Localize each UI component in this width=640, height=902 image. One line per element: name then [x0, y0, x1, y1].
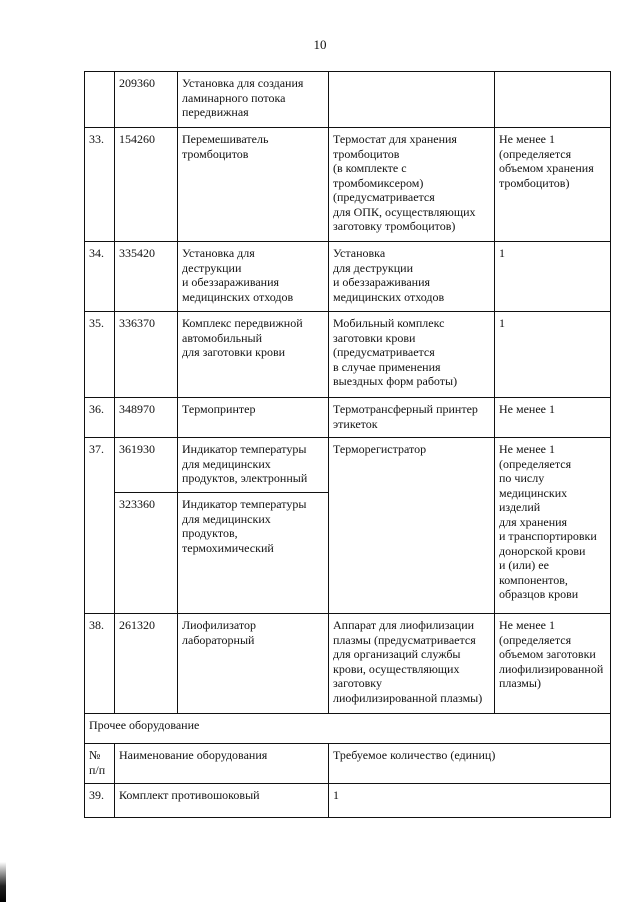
row-code: 261320	[115, 614, 178, 714]
row-quantity: Не менее 1 (определяется объемом заготовки лиофилизированной плазмы)	[495, 614, 611, 714]
table-row	[85, 242, 611, 312]
row-quantity: Не менее 1 (определяется объемом хранения тромбоцитов)	[495, 128, 611, 242]
row-purpose: Установка для деструкции и обеззараживания медицинских отходов	[329, 242, 495, 312]
row-code: 323360	[115, 493, 178, 614]
row-purpose: Аппарат для лиофилизации плазмы (предусматривается для организаций службы крови, осуществляющих заготовку лиофилизированной плазмы)	[329, 614, 495, 714]
table-row	[85, 398, 611, 438]
row-number: 36.	[85, 398, 115, 438]
header-quantity: Требуемое количество (единиц)	[329, 744, 611, 784]
row-code: 154260	[115, 128, 178, 242]
row-equipment-name: Лиофилизатор лабораторный	[178, 614, 329, 714]
row-code: 336370	[115, 312, 178, 398]
row-equipment-name: Установка для создания ламинарного потока передвижная	[178, 72, 329, 128]
table-row	[85, 72, 611, 128]
row-equipment-name: Термопринтер	[178, 398, 329, 438]
row-equipment-name: Индикатор температуры для медицинских продуктов, термохимический	[178, 493, 329, 614]
row-quantity: 1	[495, 242, 611, 312]
row-equipment-name: Перемешиватель тромбоцитов	[178, 128, 329, 242]
section-row	[85, 714, 611, 744]
row-purpose	[329, 72, 495, 128]
equipment-table	[84, 71, 611, 818]
table-row	[85, 438, 611, 493]
row-quantity: 1	[495, 312, 611, 398]
row-purpose: Термостат для хранения тромбоцитов (в комплекте с тромбомиксером) (предусматривается для ОПК, осуществляющих заготовку тромбоцитов)	[329, 128, 495, 242]
row-code: 209360	[115, 72, 178, 128]
row-code: 348970	[115, 398, 178, 438]
row-number: 34.	[85, 242, 115, 312]
row-quantity: Не менее 1	[495, 398, 611, 438]
table-row	[85, 312, 611, 398]
row-quantity: Не менее 1 (определяется по числу медицинских изделий для хранения и транспортировки донорской крови и (или) ее компонентов, образцов крови	[495, 438, 611, 614]
row-purpose: Терморегистратор	[329, 438, 495, 614]
row-number: 38.	[85, 614, 115, 714]
row-equipment-name: Комплекс передвижной автомобильный для заготовки крови	[178, 312, 329, 398]
header-equipment-name: Наименование оборудования	[115, 744, 329, 784]
row-number	[85, 72, 115, 128]
row-purpose: Мобильный комплекс заготовки крови (предусматривается в случае применения выездных форм работы)	[329, 312, 495, 398]
table-row	[85, 614, 611, 714]
row-purpose: Термотрансферный принтер этикеток	[329, 398, 495, 438]
row-code: 361930	[115, 438, 178, 493]
page-number: 10	[313, 37, 327, 52]
row-equipment-name: Установка для деструкции и обеззараживания медицинских отходов	[178, 242, 329, 312]
table-header-row	[85, 744, 611, 784]
table-row	[85, 784, 611, 818]
section-title: Прочее оборудование	[85, 714, 611, 744]
row-number: 39.	[85, 784, 115, 818]
row-equipment-name: Комплект противошоковый	[115, 784, 329, 818]
header-number: № п/п	[85, 744, 115, 784]
row-number: 33.	[85, 128, 115, 242]
row-quantity	[495, 72, 611, 128]
scan-shadow	[0, 862, 6, 902]
row-number: 35.	[85, 312, 115, 398]
table-row	[85, 128, 611, 242]
row-equipment-name: Индикатор температуры для медицинских продуктов, электронный	[178, 438, 329, 493]
row-code: 335420	[115, 242, 178, 312]
row-number: 37.	[85, 438, 115, 614]
row-quantity: 1	[329, 784, 611, 818]
